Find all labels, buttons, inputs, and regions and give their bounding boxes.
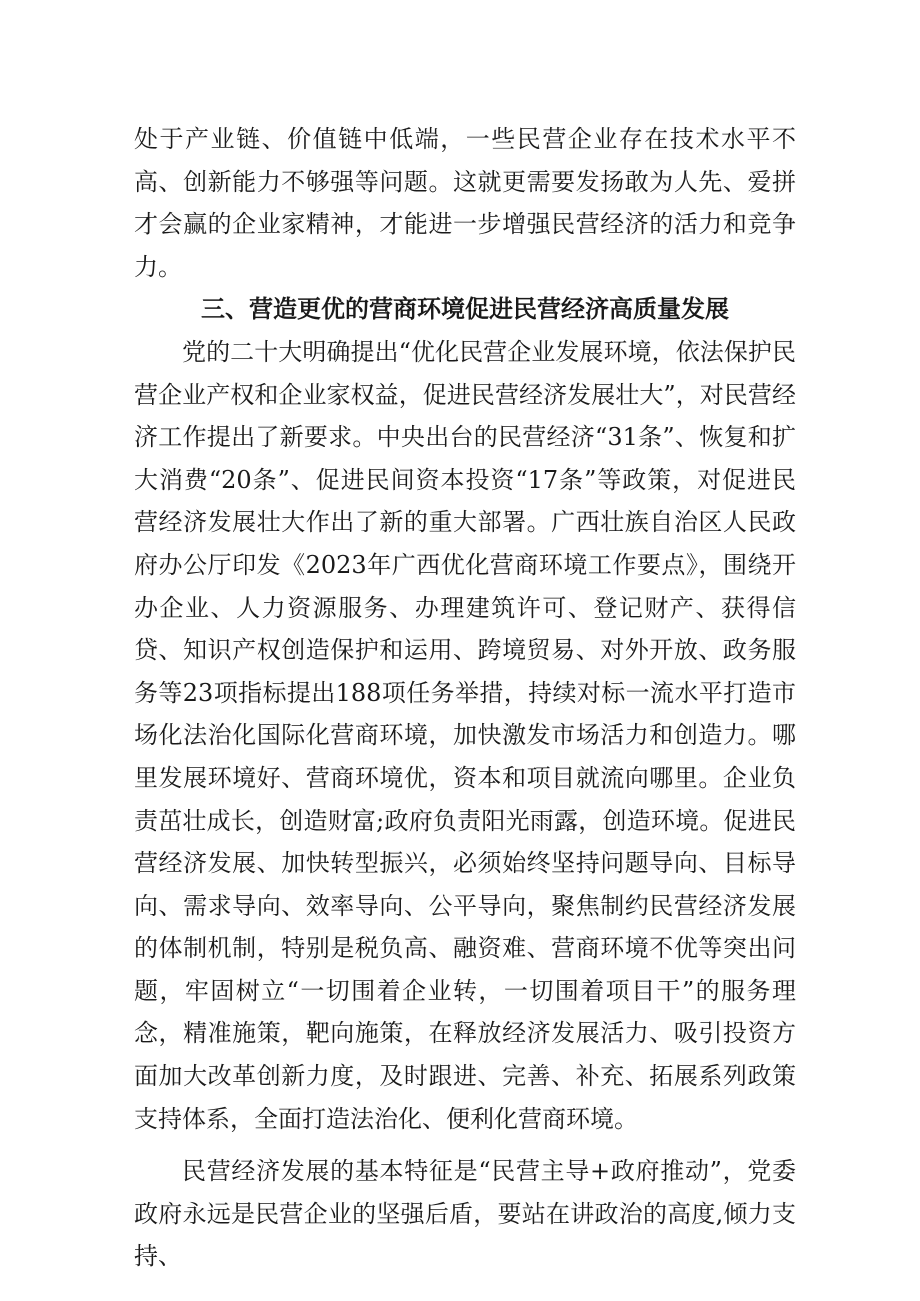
paragraph-2: 党的二十大明确提出“优化民营企业发展环境，依法保护民营企业产权和企业家权益，促进民营经济发展壮大”，对民营经济工作提出了新要求。中央出台的民营经济“31条”、恢复和扩大消费“20条”、促进民间资本投资“17条”等政策，对促进民营经济发展壮大作出了新的重大部署。广西壮族自治区人民政府办公厅印发《2023年广西优化营商环境工作要点》，围绕开办企业、人力资源服务、办理建筑许可、登记财产、获得信贷、知识产权创造保护和运用、跨境贸易、对外开放、政务服务等23项指标提出188项任务举措，持续对标一流水平打造市场化法治化国际化营商环境，加快激发市场活力和创造力。哪里发展环境好、营商环境优，资本和项目就流向哪里。企业负责茁壮成长，创造财富;政府负责阳光雨露，创造环境。促进民营经济发展、加快转型振兴，必须始终坚持问题导向、目标导向、需求导向、效率导向、公平导向，聚焦制约民营经济发展的体制机制，特别是税负高、融资难、营商环境不优等突出问题，牢固树立“一切围着企业转，一切围着项目干”的服务理念，精准施策，靶向施策，在释放经济发展活力、吸引投资方面加大改革创新力度，及时跟进、完善、补充、拓展系列政策支持体系，全面打造法治化、便利化营商环境。 (134, 337, 796, 1133)
document-body (134, 118, 796, 1278)
section-heading: 三、营造更优的营商环境促进民营经济高质量发展 (201, 295, 729, 324)
paragraph-3: 民营经济发展的基本特征是“民营主导+政府推动”，党委政府永远是民营企业的坚强后盾，要站在讲政治的高度,倾力支持、 (134, 1157, 796, 1271)
paragraph-gap (134, 1140, 796, 1150)
paragraph-1: 处于产业链、价值链中低端，一些民营企业存在技术水平不高、创新能力不够强等问题。这就更需要发扬敢为人先、爱拼才会赢的企业家精神，才能进一步增强民营经济的活力和竞争力。 (134, 125, 796, 281)
